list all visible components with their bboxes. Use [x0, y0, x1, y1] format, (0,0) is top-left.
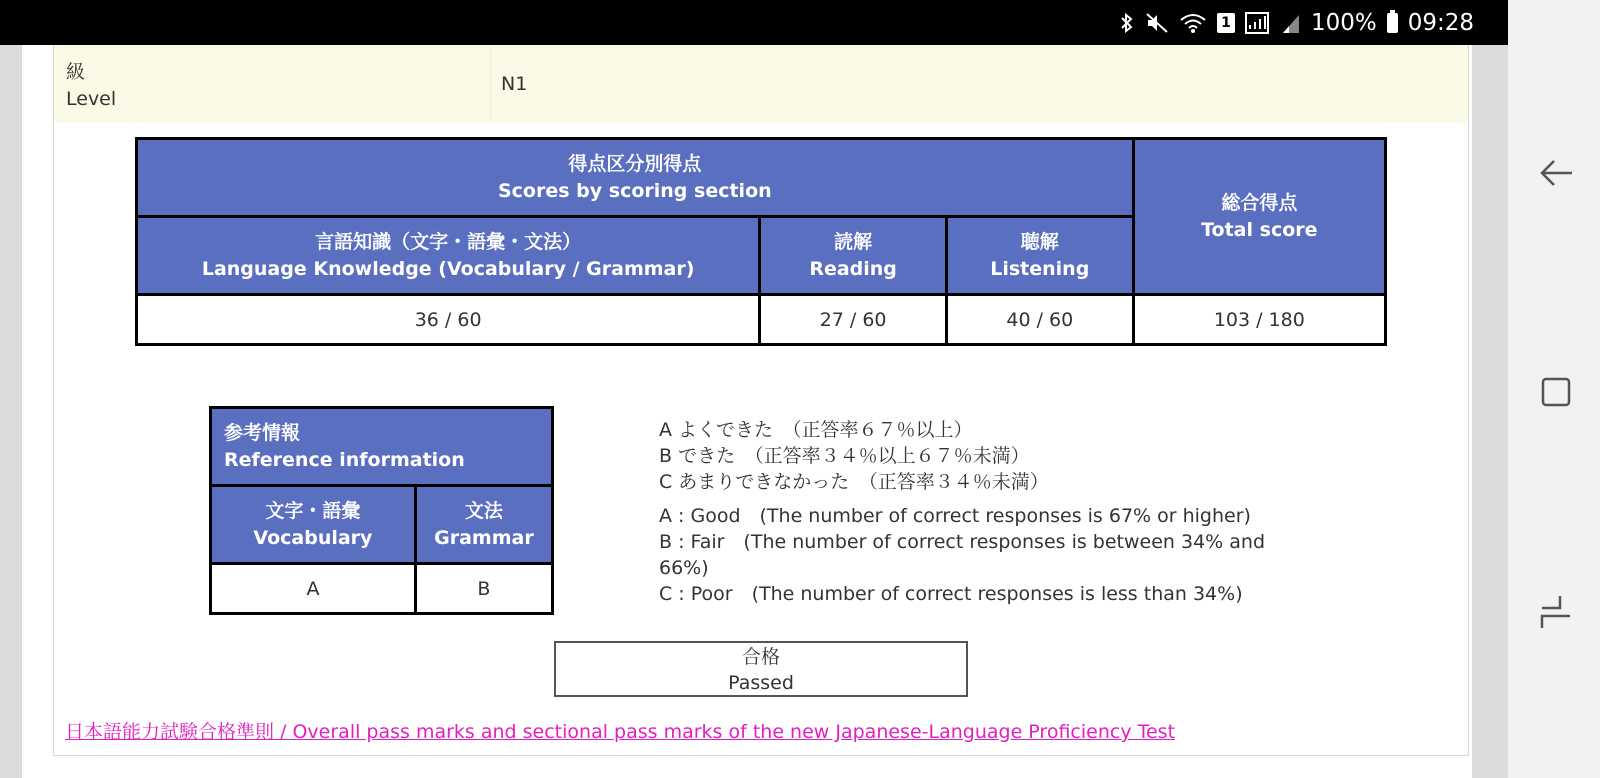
column-header-en: Listening — [990, 257, 1090, 280]
total-score-header-jp: 総合得点 — [1221, 191, 1298, 214]
legend-line-jp-a: A よくできた （正答率６７％以上） — [659, 419, 973, 441]
score-listening: 40 / 60 — [946, 295, 1133, 345]
total-score-header-en: Total score — [1201, 218, 1318, 241]
battery-icon — [1387, 13, 1398, 33]
column-header-language-knowledge — [137, 217, 760, 295]
grade-legend — [659, 417, 1279, 607]
pass-marks-link[interactable]: 日本語能力試験合格準則 / Overall pass marks and sectional pass marks of the new Japanese-Language Proficiency Test — [65, 721, 1176, 743]
column-header-jp: 文法 — [464, 499, 503, 522]
column-header-listening — [946, 217, 1133, 295]
legend-line-en-b: B : Fair (The number of correct responses is between 34% and 66%) — [659, 531, 1266, 579]
section-scores-header-jp: 得点区分別得点 — [568, 152, 702, 175]
battery-percent: 100% — [1310, 9, 1377, 36]
column-header-jp: 読解 — [834, 230, 873, 253]
home-square-icon — [1538, 374, 1574, 410]
legend-line-jp-b: B できた （正答率３４％以上６７％未満） — [659, 445, 1030, 467]
score-reading: 27 / 60 — [760, 295, 947, 345]
reference-header-en: Reference information — [224, 448, 465, 471]
signal-icon — [1245, 11, 1271, 35]
scores-table — [135, 137, 1387, 346]
level-label-jp: 級 — [66, 61, 86, 83]
reference-header-jp: 参考情報 — [224, 421, 301, 444]
column-header-jp: 文字・語彙 — [265, 499, 361, 522]
legend-line-en-c: C : Poor (The number of correct responses is less than 34%) — [659, 583, 1243, 605]
level-label — [66, 59, 116, 113]
result-jp: 合格 — [741, 646, 780, 668]
level-label-en: Level — [66, 88, 117, 110]
sim-icon: 1 — [1217, 13, 1235, 33]
back-button[interactable] — [1538, 155, 1574, 191]
result-en: Passed — [728, 672, 794, 694]
status-icons — [1119, 0, 1474, 45]
column-header-reading — [760, 217, 947, 295]
section-scores-header-en: Scores by scoring section — [497, 179, 772, 202]
scrollbar-track[interactable] — [1472, 45, 1508, 778]
level-value: N1 — [490, 45, 527, 123]
column-header-en: Grammar — [434, 526, 534, 549]
grade-grammar: B — [415, 564, 552, 614]
back-arrow-icon — [1538, 155, 1574, 191]
column-header-en: Language Knowledge (Vocabulary / Grammar) — [201, 257, 695, 280]
level-row — [54, 45, 1468, 123]
status-bar — [0, 0, 1508, 45]
recent-apps-icon — [1538, 594, 1574, 630]
legend-line-en-a: A : Good (The number of correct responses is 67% or higher) — [659, 505, 1251, 527]
bluetooth-icon — [1119, 11, 1135, 35]
clock: 09:28 — [1407, 9, 1474, 36]
score-language-knowledge: 36 / 60 — [137, 295, 760, 345]
left-gutter — [0, 45, 22, 778]
wifi-icon — [1179, 11, 1207, 35]
mute-icon — [1145, 11, 1169, 35]
column-header-en: Reading — [809, 257, 897, 280]
column-header-grammar — [415, 486, 552, 564]
legend-line-jp-c: C あまりできなかった （正答率３４％未満） — [659, 471, 1049, 493]
result-box — [554, 641, 968, 697]
reference-header — [211, 408, 553, 486]
navigation-bar — [1508, 0, 1600, 778]
reference-table — [209, 406, 554, 615]
total-score-header — [1133, 139, 1385, 295]
column-header-en: Vocabulary — [253, 526, 373, 549]
score-total: 103 / 180 — [1133, 295, 1385, 345]
column-header-jp: 言語知識（文字・語彙・文法） — [315, 230, 582, 253]
signal-weak-icon — [1281, 11, 1301, 35]
column-header-vocabulary — [211, 486, 416, 564]
section-scores-header — [137, 139, 1134, 217]
grade-vocabulary: A — [211, 564, 416, 614]
home-button[interactable] — [1538, 374, 1574, 410]
column-header-jp: 聴解 — [1020, 230, 1059, 253]
recent-apps-button[interactable] — [1538, 594, 1574, 630]
